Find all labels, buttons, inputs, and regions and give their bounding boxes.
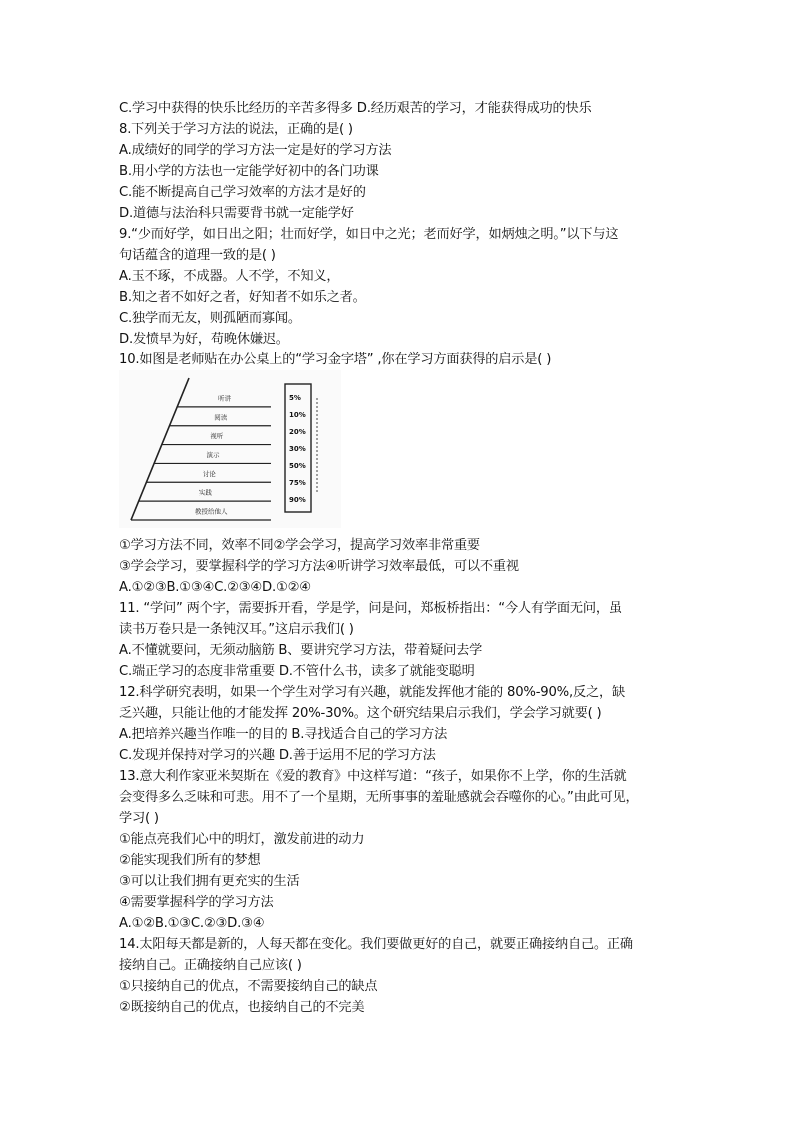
text-line: 句话蕴含的道理一致的是( ) (119, 248, 276, 263)
text-line: C.学习中获得的快乐比经历的辛苦多得多 D.经历艰苦的学习，才能获得成功的快乐 (119, 101, 592, 116)
pyramid-rate-label: 50% (289, 462, 306, 470)
text-line: ①能点亮我们心中的明灯，激发前进的动力 (119, 832, 365, 847)
text-line: A.成绩好的同学的学习方法一定是好的学习方法 (119, 143, 392, 158)
text-line: 9.“少而好学，如日出之阳；壮而好学，如日中之光；老而好学，如炳烛之明。”以下与这 (119, 227, 619, 242)
text-line: C.端正学习的态度非常重要 D.不管什么书，读多了就能变聪明 (119, 664, 475, 679)
pyramid-level-label: 教授给他人 (195, 507, 228, 516)
text-line: ①学习方法不同，效率不同②学会学习，提高学习效率非常重要 (119, 538, 480, 553)
text-line: C.能不断提高自己学习效率的方法才是好的 (119, 185, 366, 200)
pyramid-level-label: 演示 (206, 451, 220, 459)
pyramid-rate-label: 10% (289, 411, 306, 419)
pyramid-rate-label: 30% (289, 445, 306, 453)
text-line: 学习( ) (119, 811, 159, 826)
learning-pyramid-figure (119, 370, 341, 528)
text-line: 会变得多么乏味和可悲。用不了一个星期，无所事事的羞耻感就会吞噬你的心。”由此可见， (119, 790, 639, 805)
pyramid-rate-label: 5% (289, 394, 301, 402)
text-line: 读书万卷只是一条钝汉耳。”这启示我们( ) (119, 622, 354, 637)
text-line: ②既接纳自己的优点，也接纳自己的不完美 (119, 1000, 365, 1015)
text-line: C.独学而无友，则孤陋而寡闻。 (119, 311, 301, 326)
text-line: 14.太阳每天都是新的，人每天都在变化。我们要做更好的自己，就要正确接纳自己。正确 (119, 937, 633, 952)
text-line: B.用小学的方法也一定能学好初中的各门功课 (119, 164, 379, 179)
text-line: 10.如图是老师贴在办公桌上的“学习金字塔” ,你在学习方面获得的启示是( ) (119, 352, 552, 367)
text-line: ③可以让我们拥有更充实的生活 (119, 874, 300, 889)
text-line: ①只接纳自己的优点，不需要接纳自己的缺点 (119, 979, 378, 994)
pyramid-level-label: 听讲 (218, 394, 232, 403)
text-line: 乏兴趣，只能让他的才能发挥 20%-30%。这个研究结果启示我们，学会学习就要( ) (119, 706, 602, 721)
text-line: A.不懂就要问，无须动脑筋 B、要讲究学习方法，带着疑问去学 (119, 643, 483, 658)
text-line: 13.意大利作家亚米契斯在《爱的教育》中这样写道：“孩子，如果你不上学，你的生活就 (119, 769, 627, 784)
pyramid-level-label: 阅读 (214, 413, 228, 422)
text-line: 12.科学研究表明，如果一个学生对学习有兴趣，就能发挥他才能的 80%-90%,反之，缺 (119, 685, 625, 700)
text-line: 8.下列关于学习方法的说法，正确的是( ) (119, 122, 353, 137)
text-line: 11. “学问” 两个字，需要拆开看，学是学，问是问，郑板桥指出：“今人有学面无问，虽 (119, 601, 622, 616)
text-line: A.①②B.①③C.②③D.③④ (119, 916, 265, 931)
pyramid-level-label: 实践 (198, 488, 212, 497)
text-line: 接纳自己。正确接纳自己应该( ) (119, 958, 302, 973)
pyramid-rate-label: 20% (289, 428, 306, 436)
text-line: C.发现并保持对学习的兴趣 D.善于运用不尼的学习方法 (119, 748, 436, 763)
text-line: A.①②③B.①③④C.②③④D.①②④ (119, 580, 311, 595)
pyramid-rate-label: 75% (289, 479, 306, 487)
pyramid-level-label: 视听 (210, 432, 224, 441)
pyramid-level-label: 讨论 (202, 469, 216, 478)
text-line: B.知之者不如好之者，好知者不如乐之者。 (119, 290, 366, 305)
text-line: A.玉不琢，不成器。人不学，不知义， (119, 269, 340, 284)
pyramid-rate-label: 90% (289, 496, 306, 504)
text-line: D.道德与法治科只需要背书就一定能学好 (119, 206, 354, 221)
text-line: ④需要掌握科学的学习方法 (119, 895, 274, 910)
text-line: A.把培养兴趣当作唯一的目的 B.寻找适合自己的学习方法 (119, 727, 448, 742)
text-line: D.发愤早为好，苟晚休嫌迟。 (119, 332, 289, 347)
text-line: ②能实现我们所有的梦想 (119, 853, 261, 868)
text-line: ③学会学习，要掌握科学的学习方法④听讲学习效率最低，可以不重视 (119, 559, 519, 574)
